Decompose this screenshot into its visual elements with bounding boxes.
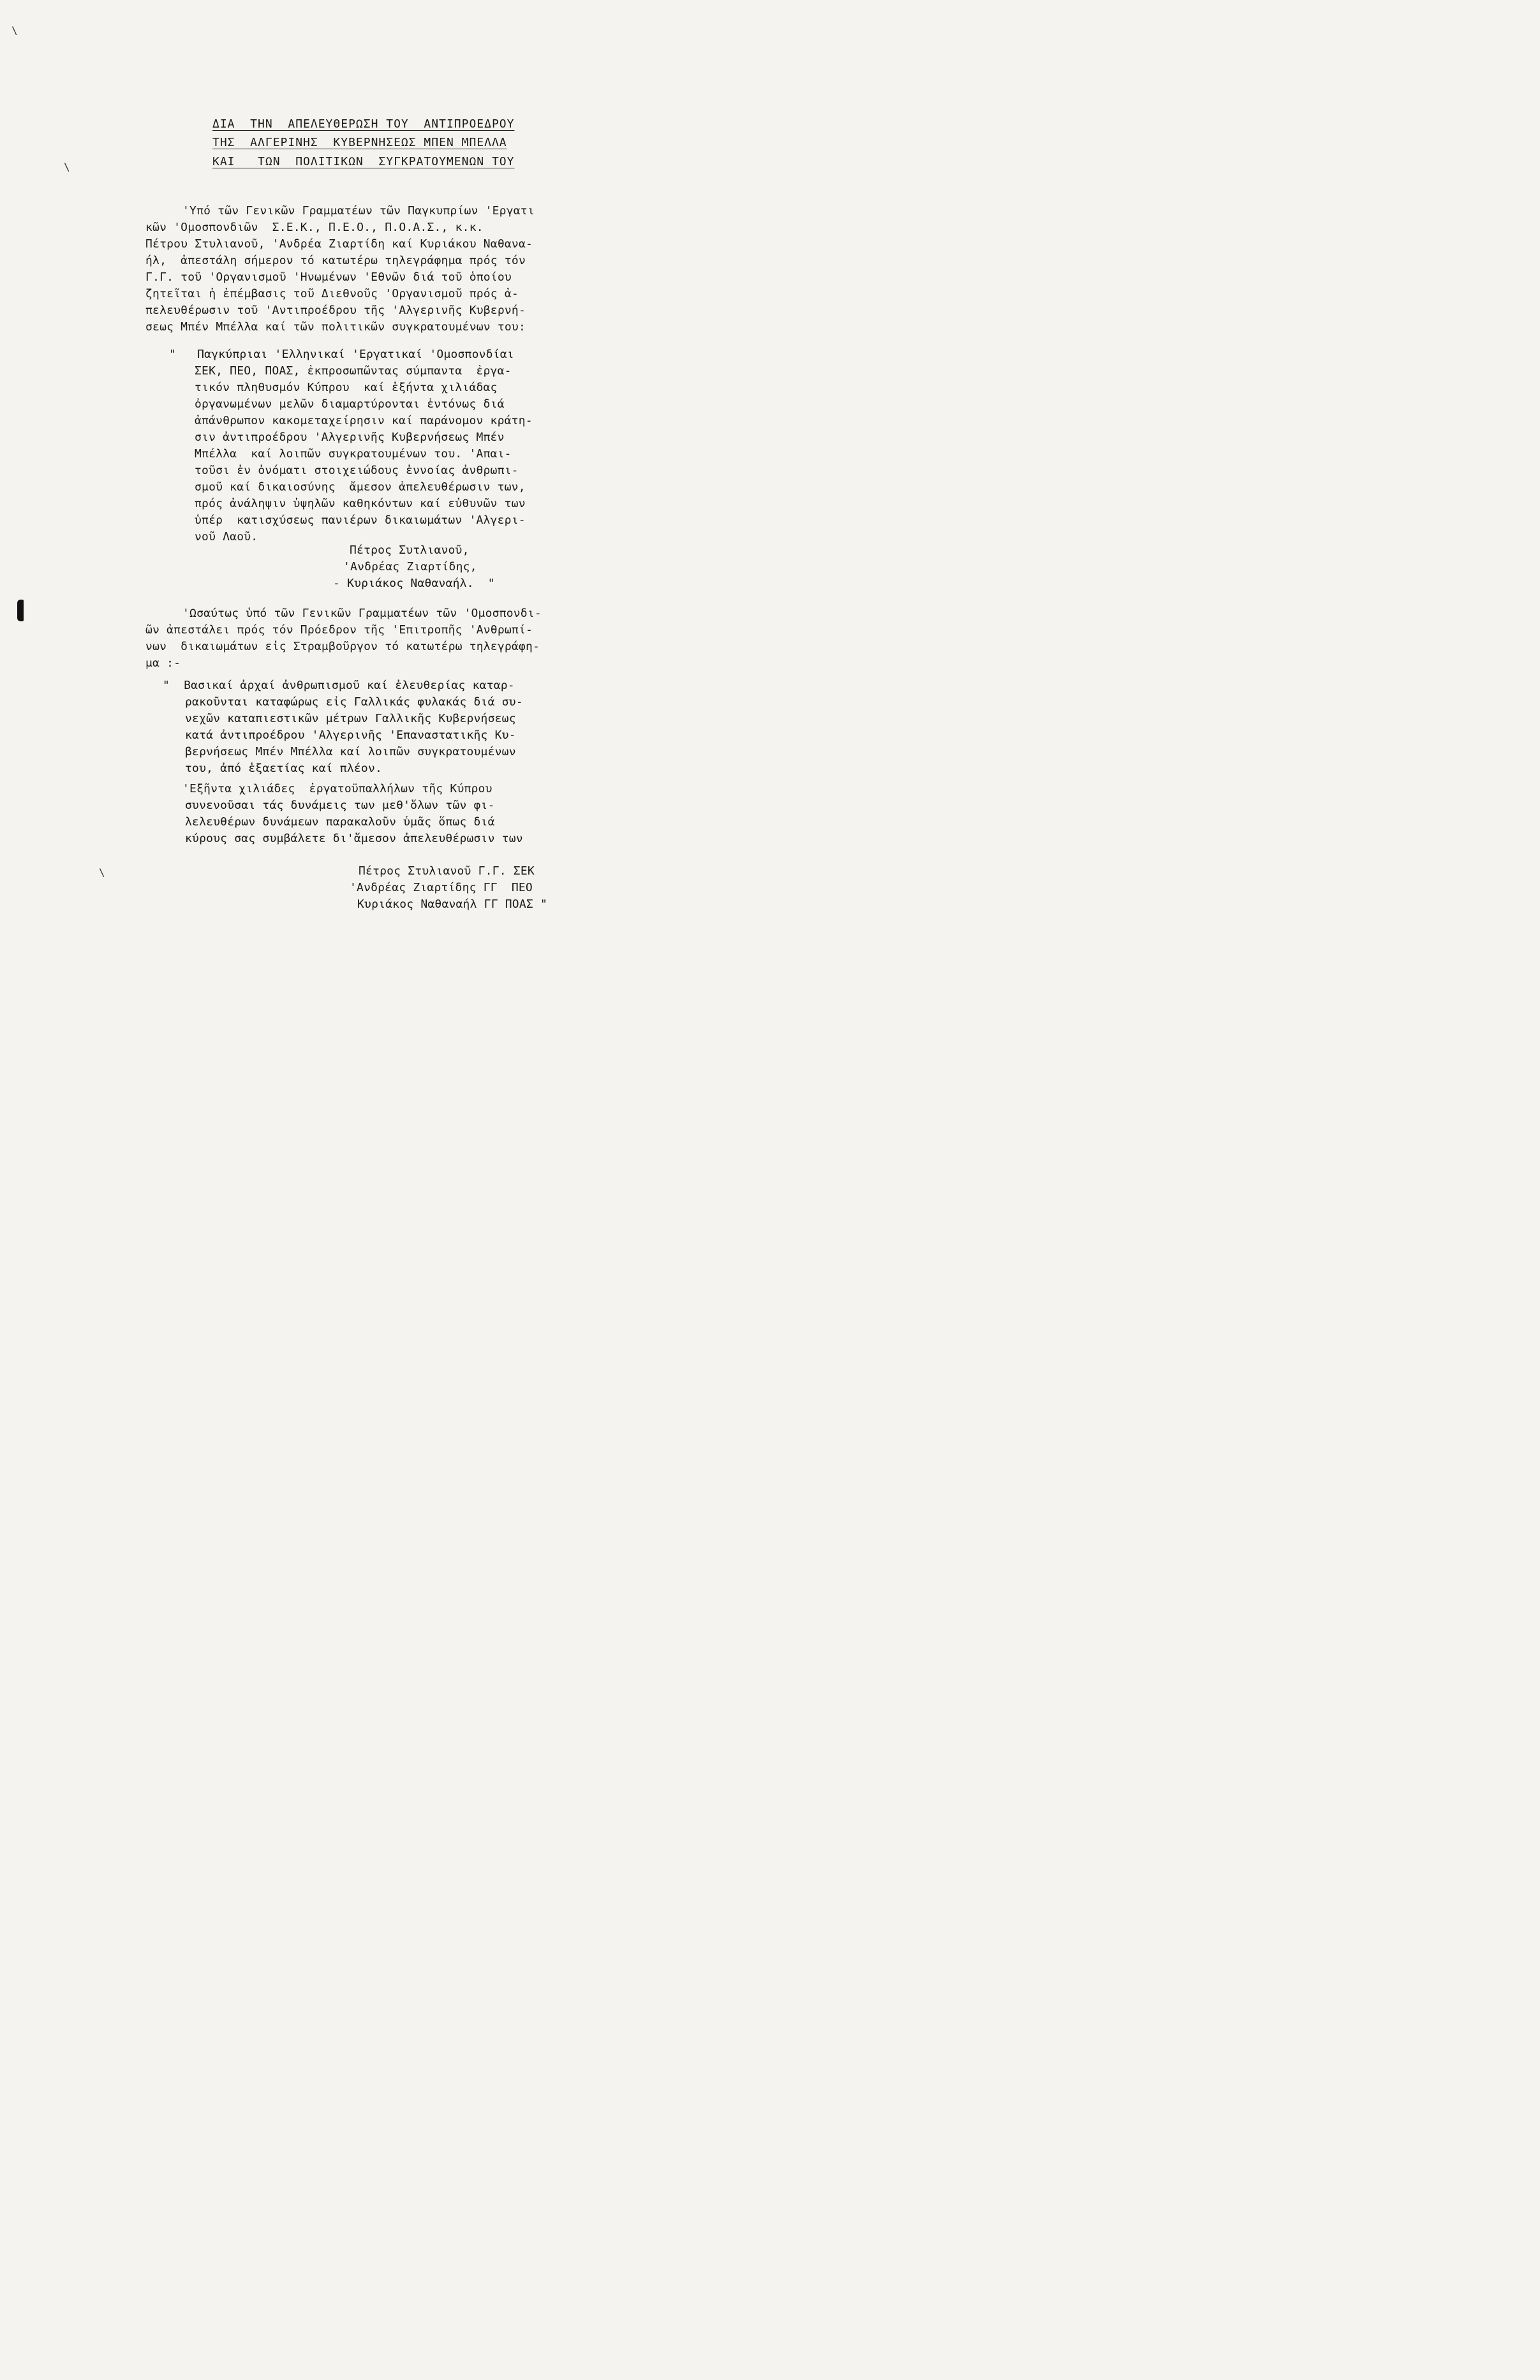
- text-line: Μπέλλα καί λοιπῶν συγκρατουμένων του. 'Απαι-: [195, 447, 512, 461]
- text-line: ρακοῦνται καταφώρως εἰς Γαλλικάς φυλακάς διά συ-: [185, 695, 523, 709]
- scan-mark: \: [99, 866, 105, 878]
- title-line: ΔΙΑ ΤΗΝ ΑΠΕΛΕΥΘΕΡΩΣΗ ΤΟΥ ΑΝΤΙΠΡΟΕΔΡΟΥ: [212, 117, 515, 131]
- title-line: ΚΑΙ ΤΩΝ ΠΟΛΙΤΙΚΩΝ ΣΥΓΚΡΑΤΟΥΜΕΝΩΝ ΤΟΥ: [212, 155, 515, 168]
- signature-line: 'Ανδρέας Ζιαρτίδης ΓΓ ΠΕΟ: [350, 881, 533, 894]
- signature-line: 'Ανδρέας Ζιαρτίδης,: [343, 560, 477, 573]
- text-line: 'Ωσαύτως ὑπό τῶν Γενικῶν Γραμματέων τῶν 'Ομοσπονδι-: [182, 607, 542, 620]
- text-line: νοῦ Λαοῦ.: [195, 530, 258, 543]
- text-line: κῶν 'Ομοσπονδιῶν Σ.Ε.Κ., Π.Ε.Ο., Π.Ο.Α.Σ., κ.κ.: [145, 221, 484, 234]
- text-line: ὑπέρ κατισχύσεως πανιέρων δικαιωμάτων 'Αλγερι-: [195, 514, 526, 527]
- scan-mark: \: [11, 24, 18, 36]
- signature-line: Πέτρος Στυλιανοῦ Γ.Γ. ΣΕΚ: [359, 864, 535, 878]
- text-line: σιν ἀντιπροέδρου 'Αλγερινῆς Κυβερνήσεως Μπέν: [195, 431, 505, 444]
- text-line: του, ἀπό ἑξαετίας καί πλέον.: [185, 762, 383, 775]
- text-line: Πέτρου Στυλιανοῦ, 'Ανδρέα Ζιαρτίδη καί Κυριάκου Ναθανα-: [145, 237, 533, 251]
- text-line: ήλ, ἀπεστάλη σήμερον τό κατωτέρω τηλεγράφημα πρός τόν: [145, 254, 526, 267]
- scan-mark: \: [64, 161, 70, 173]
- signature-line: Κυριάκος Ναθαναήλ ΓΓ ΠΟΑΣ ": [357, 898, 547, 911]
- text-line: βερνήσεως Μπέν Μπέλλα καί λοιπῶν συγκρατουμένων: [185, 745, 516, 758]
- text-line: ῶν ἀπεστάλει πρός τόν Πρόεδρον τῆς 'Επιτροπῆς 'Ανθρωπί-: [145, 623, 533, 637]
- text-line: κύρους σας συμβάλετε δι'ἄμεσον ἀπελευθέρωσιν των: [185, 832, 523, 845]
- text-line: σμοῦ καί δικαιοσύνης ἄμεσον ἀπελευθέρωσιν των,: [195, 480, 526, 494]
- text-line: " Παγκύπριαι 'Ελληνικαί 'Εργατικαί 'Ομοσπονδίαι: [169, 348, 514, 361]
- text-line: πρός ἀνάληψιν ὑψηλῶν καθηκόντων καί εὐθυνῶν των: [195, 497, 526, 510]
- text-line: τικόν πληθυσμόν Κύπρου καί ἑξήντα χιλιάδας: [195, 381, 498, 394]
- text-line: νων δικαιωμάτων εἰς Στραμβοῦργον τό κατωτέρω τηλεγράφη-: [145, 640, 540, 653]
- text-line: σεως Μπέν Μπέλλα καί τῶν πολιτικῶν συγκρατουμένων του:: [145, 320, 526, 334]
- text-line: ὀργανωμένων μελῶν διαμαρτύρονται ἐντόνως διά: [195, 397, 505, 411]
- text-line: ζητεῖται ἡ ἐπέμβασις τοῦ Διεθνοῦς 'Οργανισμοῦ πρός ἀ-: [145, 287, 519, 300]
- text-line: 'Εξῆντα χιλιάδες ἐργατοϋπαλλήλων τῆς Κύπρου: [182, 782, 492, 795]
- text-line: συνενοῦσαι τάς δυνάμεις των μεθ'ὅλων τῶν φι-: [185, 799, 495, 812]
- text-line: πελευθέρωσιν τοῦ 'Αντιπροέδρου τῆς 'Αλγερινῆς Κυβερνή-: [145, 304, 526, 317]
- text-line: " Βασικαί ἀρχαί ἀνθρωπισμοῦ καί ἐλευθερίας καταρ-: [163, 679, 515, 692]
- text-line: Γ.Γ. τοῦ 'Οργανισμοῦ 'Ηνωμένων 'Εθνῶν διά τοῦ ὁποίου: [145, 270, 512, 284]
- text-line: μα :-: [145, 656, 181, 670]
- text-line: ἀπάνθρωπον κακομεταχείρησιν καί παράνομον κράτη-: [195, 414, 533, 427]
- document-page: [0, 0, 653, 1010]
- text-line: κατά ἀντιπροέδρου 'Αλγερινῆς 'Επαναστατικῆς Κυ-: [185, 728, 516, 742]
- scan-blot: [17, 600, 24, 621]
- text-line: λελευθέρων δυνάμεων παρακαλοῦν ὑμᾶς ὅπως διά: [185, 815, 495, 829]
- text-line: τοῦσι ἐν ὀνόματι στοιχειώδους ἐννοίας ἀνθρωπι-: [195, 464, 519, 477]
- text-line: ΣΕΚ, ΠΕΟ, ΠΟΑΣ, ἐκπροσωπῶντας σύμπαντα ἐργα-: [195, 364, 512, 378]
- signature-line: Πέτρος Συτλιανοῦ,: [350, 543, 470, 557]
- text-line: νεχῶν καταπιεστικῶν μέτρων Γαλλικῆς Κυβερνήσεως: [185, 712, 516, 725]
- title-line: ΤΗΣ ΑΛΓΕΡΙΝΗΣ ΚΥΒΕΡΝΗΣΕΩΣ ΜΠΕΝ ΜΠΕΛΛΑ: [212, 136, 507, 149]
- text-line: 'Υπό τῶν Γενικῶν Γραμματέων τῶν Παγκυπρίων 'Εργατι: [182, 204, 535, 218]
- signature-line: - Κυριάκος Ναθαναήλ. ": [333, 577, 495, 590]
